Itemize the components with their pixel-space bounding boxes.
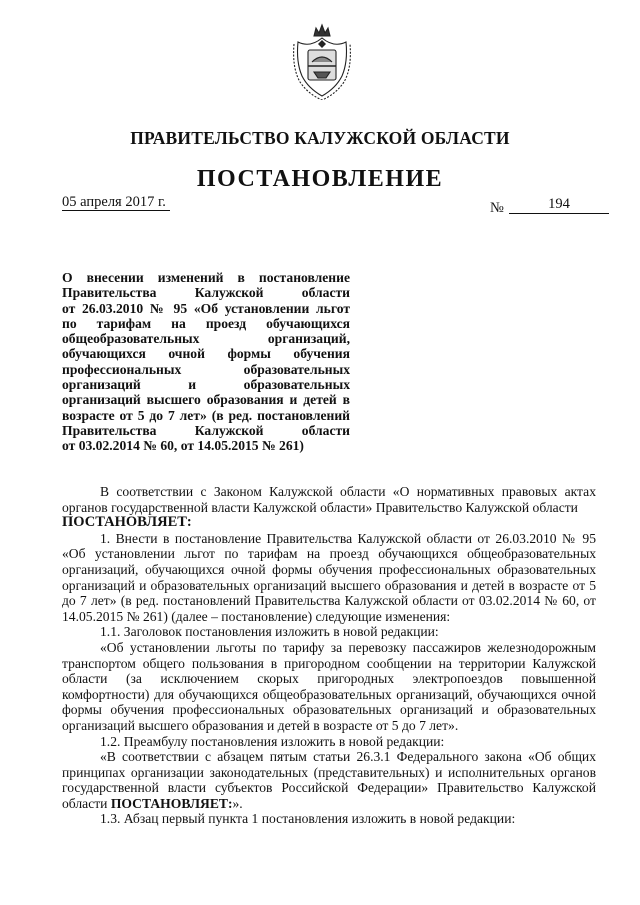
decree-keyword: ПОСТАНОВЛЯЕТ: — [62, 514, 192, 531]
title-line: возрасте от 5 до 7 лет» (в ред. постановлений — [62, 407, 350, 423]
title-line: организаций высшего образования и детей в — [62, 392, 350, 408]
title-line: от 26.03.2010 № 95 «Об установлении льгот — [62, 300, 350, 316]
title-line: по тарифам на проезд обучающихся — [62, 315, 350, 331]
organization-name: ПРАВИТЕЛЬСТВО КАЛУЖСКОЙ ОБЛАСТИ — [130, 128, 510, 148]
document-body — [62, 484, 596, 827]
quote-2-end: ». — [232, 795, 243, 811]
coat-of-arms-emblem — [290, 22, 354, 100]
title-line: Правительства Калужской области — [62, 422, 350, 438]
number-label: № — [490, 200, 504, 216]
document-number: 194 — [509, 195, 609, 214]
quote-2-text: «В соответствии с абзацем пятым статьи 26.3.1 Федерального закона «Об общих принципах организации законодательных (представительных) и исполнительных органов государственной власти субъектов Российской Федерации» Правительство Калужской области — [62, 749, 596, 811]
item-1-3-paragraph: 1.3. Абзац первый пункта 1 постановления изложить в новой редакции: — [100, 811, 516, 827]
title-line: профессиональных образовательных — [62, 361, 350, 377]
document-title — [62, 270, 350, 454]
document-type: ПОСТАНОВЛЕНИЕ — [196, 166, 444, 192]
item-1-2-paragraph: 1.2. Преамбулу постановления изложить в новой редакции: — [100, 733, 445, 749]
title-line: О внесении изменений в постановление — [62, 270, 350, 285]
quote-1-paragraph: «Об установлении льготы по тарифу за перевозку пассажиров железнодорожным транспортом общего пользования в пригородном сообщении на территории Калужской области (за исключением скорых пригородных электропоездов повышенной комфортности) для обучающихся общеобразовательных организаций, обучающихся очной формы обучения профессиональных образовательных организаций и образовательных организаций высшего образования и детей в возрасте от 5 до 7 лет». — [62, 639, 596, 733]
quote-2-paragraph — [62, 749, 596, 811]
title-line: организаций и образовательных — [62, 377, 350, 393]
title-line: общеобразовательных организаций, — [62, 331, 350, 347]
title-line: Правительства Калужской области — [62, 285, 350, 301]
item-1-paragraph: 1. Внести в постановление Правительства Калужской области от 26.03.2010 № 95 «Об установлении льгот по тарифам на проезд обучающихся общеобразовательных организаций, обучающихся очной формы обучения профессиональных образовательных организаций и образовательных организаций высшего образования и детей в возрасте от 5 до 7 лет» (в ред. постановлений Правительства Калужской области от 03.02.2014 № 60, от 14.05.2015 № 261) (далее – постановление) следующие изменения: — [62, 530, 596, 624]
document-date: 05 апреля 2017 г. — [62, 194, 170, 211]
preamble-paragraph: В соответствии с Законом Калужской области «О нормативных правовых актах органов государственной власти Калужской области» Правительство Калужской области — [62, 484, 596, 515]
quote-2-keyword: ПОСТАНОВЛЯЕТ: — [110, 795, 233, 811]
title-line: обучающихся очной формы обучения — [62, 346, 350, 362]
item-1-1-paragraph: 1.1. Заголовок постановления изложить в новой редакции: — [100, 624, 439, 640]
title-line: от 03.02.2014 № 60, от 14.05.2015 № 261) — [62, 438, 304, 454]
